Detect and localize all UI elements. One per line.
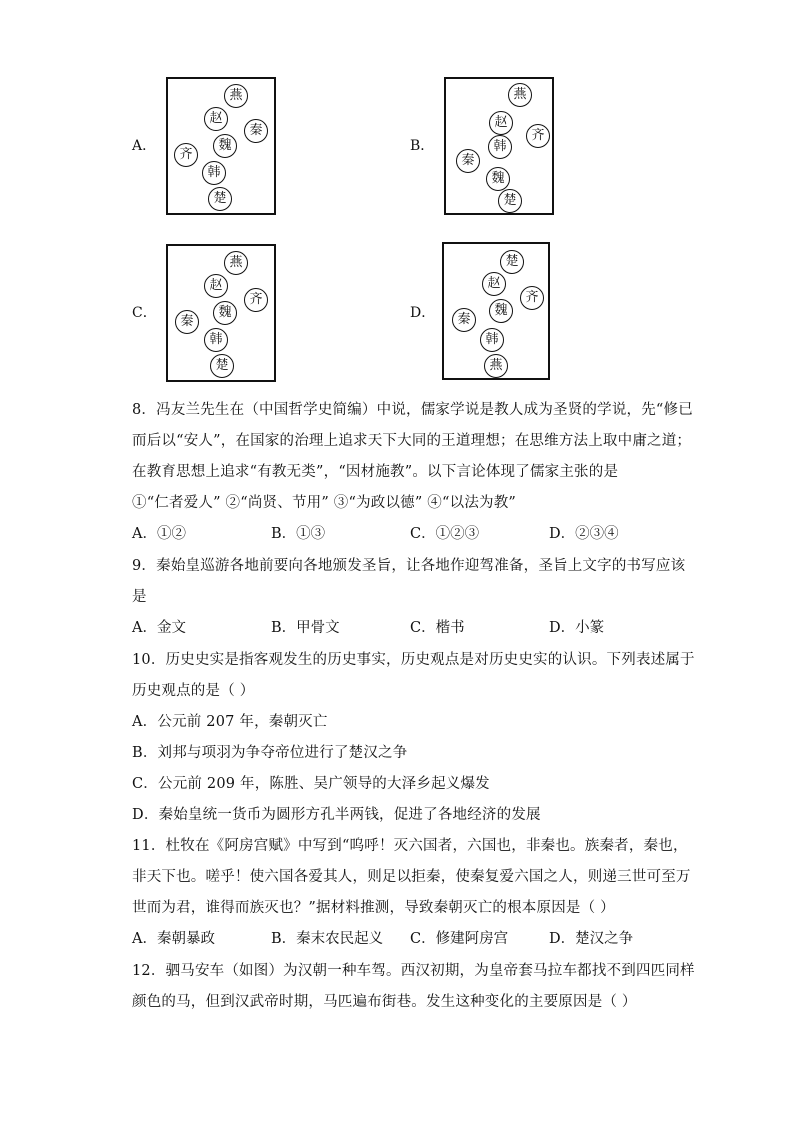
- q10-option-a[interactable]: A．公元前 207 年，秦朝灭亡: [132, 714, 328, 730]
- q11-line-2: 非天下也。嗟乎！使六国各爱其人，则足以拒秦，使秦复爱六国之人，则递三世可至万: [132, 869, 691, 885]
- q10-option-d[interactable]: D．秦始皇统一货币为圆形方孔半两钱，促进了各地经济的发展: [132, 807, 541, 823]
- q9-choice-b[interactable]: B．甲骨文: [271, 620, 340, 636]
- q8-choice-d[interactable]: D．②③④: [549, 526, 619, 542]
- seal-chu: 楚: [210, 354, 234, 378]
- q10-option-b[interactable]: B．刘邦与项羽为争夺帝位进行了楚汉之争: [132, 745, 408, 761]
- seal-yan: 燕: [484, 354, 508, 378]
- seal-chu: 楚: [498, 189, 522, 213]
- q10-option-c[interactable]: C．公元前 209 年，陈胜、吴广领导的大泽乡起义爆发: [132, 776, 490, 792]
- seal-qin: 秦: [244, 119, 268, 143]
- seal-chu: 楚: [208, 187, 232, 211]
- q8-line-2: 而后以“安人”，在国家的治理上追求天下大同的王道理想；在思维方法上取中庸之道；: [132, 433, 692, 449]
- q9-choice-a[interactable]: A．金文: [132, 620, 186, 636]
- seal-qi: 齐: [244, 288, 268, 312]
- seal-han: 韩: [204, 328, 228, 352]
- option-c-map: [166, 244, 276, 382]
- seal-yan: 燕: [224, 84, 248, 108]
- q11-choice-d[interactable]: D．楚汉之争: [549, 931, 634, 947]
- seal-han: 韩: [202, 161, 226, 185]
- seal-zhao: 赵: [489, 111, 513, 135]
- option-b-letter: B．: [410, 138, 435, 154]
- q8-choice-a[interactable]: A．①②: [132, 526, 186, 542]
- q9-line-2: 是: [132, 589, 147, 605]
- q12-line-1: 12．驷马安车（如图）为汉朝一种车驾。西汉初期，为皇帝套马拉车都找不到四匹同样: [132, 963, 695, 979]
- q10-line-2: 历史观点的是（ ）: [132, 683, 255, 699]
- q9-choice-d[interactable]: D．小篆: [549, 620, 605, 636]
- q8-choice-c[interactable]: C．①②③: [410, 526, 480, 542]
- seal-qi: 齐: [520, 286, 544, 310]
- option-b-map: [444, 77, 554, 215]
- option-d-map: [442, 242, 550, 380]
- seal-wei: 魏: [213, 301, 237, 325]
- seal-wei: 魏: [486, 167, 510, 191]
- seal-qi: 齐: [526, 124, 550, 148]
- q9-line-1: 9．秦始皇巡游各地前要向各地颁发圣旨，让各地作迎驾准备，圣旨上文字的书写应该: [132, 558, 686, 574]
- q9-choice-c[interactable]: C．楷书: [410, 620, 465, 636]
- seal-wei: 魏: [489, 299, 513, 323]
- seal-han: 韩: [488, 135, 512, 159]
- seal-yan: 燕: [224, 251, 248, 275]
- q11-line-3: 世而为君，谁得而族灭也？”据材料推测，导致秦朝灭亡的根本原因是（ ）: [132, 900, 615, 916]
- option-c-letter: C．: [132, 305, 157, 321]
- option-a-letter: A．: [132, 138, 157, 154]
- q8-line-3: 在教育思想上追求“有教无类”，“因材施教”。以下言论体现了儒家主张的是: [132, 464, 619, 480]
- seal-zhao: 赵: [204, 274, 228, 298]
- option-a-map: [166, 77, 276, 215]
- q8-choice-b[interactable]: B．①③: [271, 526, 326, 542]
- option-d-letter: D．: [410, 305, 436, 321]
- seal-chu: 楚: [500, 250, 524, 274]
- q11-choice-b[interactable]: B．秦末农民起义: [271, 931, 384, 947]
- seal-zhao: 赵: [204, 107, 228, 131]
- seal-qin: 秦: [456, 149, 480, 173]
- q10-line-1: 10．历史史实是指客观发生的历史事实，历史观点是对历史史实的认识。下列表述属于: [132, 652, 695, 668]
- seal-qin: 秦: [452, 308, 476, 332]
- seal-yan: 燕: [508, 83, 532, 107]
- q11-choice-a[interactable]: A．秦朝暴政: [132, 931, 215, 947]
- seal-qi: 齐: [174, 143, 198, 167]
- q11-choice-c[interactable]: C．修建阿房宫: [410, 931, 509, 947]
- seal-han: 韩: [480, 328, 504, 352]
- seal-zhao: 赵: [482, 272, 506, 296]
- seal-qin: 秦: [175, 310, 199, 334]
- seal-wei: 魏: [213, 134, 237, 158]
- q12-line-2: 颜色的马，但到汉武帝时期，马匹遍布街巷。发生这种变化的主要原因是（ ）: [132, 994, 637, 1010]
- q8-line-1: 8．冯友兰先生在（中国哲学史简编）中说，儒家学说是教人成为圣贤的学说，先“修已: [132, 402, 693, 418]
- q11-line-1: 11．杜牧在《阿房宫赋》中写到“呜呼！灭六国者，六国也，非秦也。族秦者，秦也，: [132, 838, 688, 854]
- q8-statements: ①“仁者爱人” ②“尚贤、节用” ③“为政以德” ④“以法为教”: [132, 495, 517, 511]
